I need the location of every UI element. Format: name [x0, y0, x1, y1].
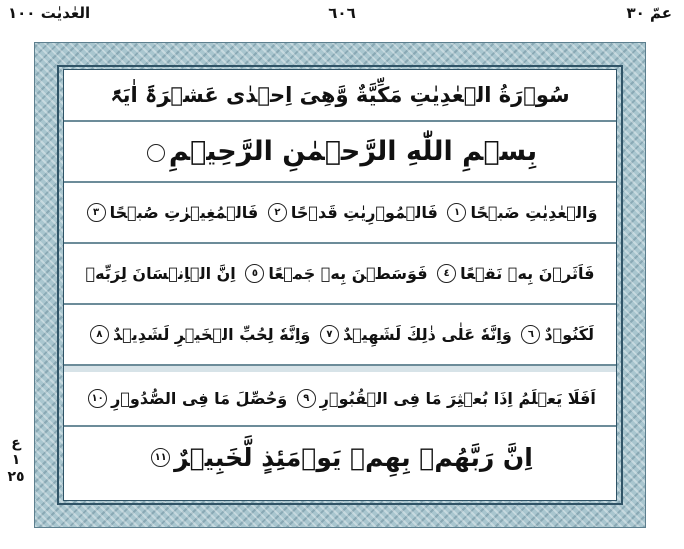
ayah-text: اِنَّ الۡاِنۡسَانَ لِرَبِّهٖ [85, 264, 236, 283]
verse-line [64, 305, 616, 366]
verse-line-text [86, 264, 595, 283]
ayah [86, 325, 310, 344]
bismillah-line [64, 122, 616, 183]
ayah [443, 203, 597, 222]
ayah-text: فَالۡمُوۡرِیٰتِ قَدۡحًا [290, 203, 438, 222]
surah-name-header: العٰديٰت ١٠٠ [8, 4, 91, 22]
ayah-number-marker: ١٠ [88, 389, 107, 408]
verse-line [64, 183, 616, 244]
ayah-text: فَاَثَرۡنَ بِهٖ نَقۡعًا [460, 264, 595, 283]
ayah-text: لَکَنُوۡدٌ [544, 325, 595, 344]
ayah-text: اَفَلَا یَعۡلَمُ اِذَا بُعۡثِرَ مَا فِی الۡقُبُوۡرِ [319, 389, 596, 408]
surah-title: سُوۡرَةُ الۡعٰدِیٰتِ مَکِّیَّةٌ وَّھِیَ اِحۡدٰی عَشۡرَۃَ اٰیَۃً [110, 83, 570, 107]
bismillah [143, 136, 537, 167]
verse-line [64, 427, 616, 488]
ayah-number-marker: ١ [447, 203, 466, 222]
text-panel [63, 69, 617, 501]
verse-line-text [147, 443, 533, 472]
ayah [316, 325, 512, 344]
ayah-number-marker: ١١ [151, 448, 170, 467]
verse-line-text [86, 325, 594, 344]
ayah [83, 203, 259, 222]
ayah [293, 389, 596, 408]
ornamental-border [34, 42, 646, 528]
ayah-text: وَاِنَّهٗ لِحُبِّ الۡخَیۡرِ لَشَدِیۡدٌ [112, 325, 311, 344]
juz-name-header: عمّ ٣٠ [626, 4, 672, 22]
verse-line-text [84, 389, 596, 408]
ayah [147, 443, 533, 472]
ayah-text: فَوَسَطۡنَ بِهٖ جَمۡعًا [268, 264, 428, 283]
page-number: ٦٠٦ [328, 4, 356, 22]
ayah-text: وَحُصِّلَ مَا فِی الصُّدُوۡرِ [111, 389, 288, 408]
ayah-text: وَاِنَّهٗ عَلٰی ذٰلِكَ لَشَهِیۡدٌ [342, 325, 512, 344]
ayah [86, 264, 236, 283]
ayah-number-marker: ٤ [437, 264, 456, 283]
ayah-text: اِنَّ رَبَّهُمۡ بِهِمۡ یَوۡمَئِذٍ لَّخَبِیۡرٌ [174, 443, 533, 472]
verse-lines [64, 183, 616, 488]
ayah-number-marker: ٣ [87, 203, 106, 222]
ayah-text: فَالۡمُغِیۡرٰتِ صُبۡحًا [109, 203, 259, 222]
ayah-number-marker: ٧ [320, 325, 339, 344]
ayah-number-marker: ٨ [90, 325, 109, 344]
ayah [433, 264, 594, 283]
verse-line [64, 366, 616, 427]
ayah-text: وَالۡعٰدِیٰتِ ضَبۡحًا [470, 203, 598, 222]
ayah [517, 325, 594, 344]
ruku-number: ١ [11, 452, 21, 468]
ruku-symbol: ع [11, 435, 21, 451]
verse-line-text [83, 203, 598, 222]
bismillah-end-marker [147, 144, 165, 162]
bismillah-text: بِسۡمِ اللّٰهِ الرَّحۡمٰنِ الرَّحِیۡمِ [168, 136, 538, 167]
surah-title-band [64, 70, 616, 122]
ayah-number-marker: ٦ [521, 325, 540, 344]
ayah-number-marker: ٥ [245, 264, 264, 283]
ayah-number-marker: ٩ [297, 389, 316, 408]
ruku-count: ٢٥ [7, 469, 25, 485]
ayah [241, 264, 427, 283]
ayah [84, 389, 287, 408]
verse-line [64, 244, 616, 305]
ayah [264, 203, 438, 222]
ayah-number-marker: ٢ [268, 203, 287, 222]
ruku-mark [4, 435, 28, 486]
